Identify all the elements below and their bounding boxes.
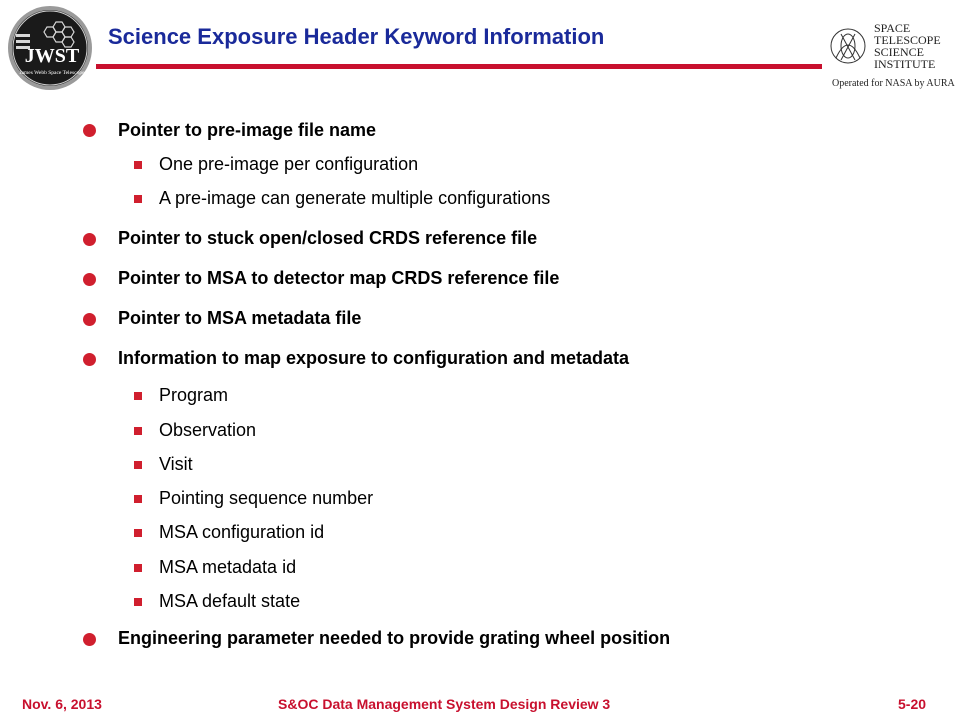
bullet-4: Pointer to MSA metadata file bbox=[118, 308, 362, 328]
sub-bullet-5-2: Observation bbox=[159, 420, 257, 440]
bullet-2: Pointer to stuck open/closed CRDS reference file bbox=[118, 228, 538, 248]
sub-bullet-1-2: A pre-image can generate multiple configurations bbox=[159, 188, 551, 208]
stsci-logo-line-2: TELESCOPE bbox=[874, 33, 941, 47]
bullet-dot-3 bbox=[83, 273, 96, 286]
sub-bullet-5-4: Pointing sequence number bbox=[159, 488, 374, 508]
sub-bullet-1-1-marker bbox=[134, 161, 142, 169]
sub-bullet-5-7: MSA default state bbox=[159, 591, 301, 611]
stsci-logo-line-3: SCIENCE bbox=[874, 45, 925, 59]
bullet-dot-5 bbox=[83, 353, 96, 366]
sub-bullet-5-3: Visit bbox=[159, 454, 193, 474]
sub-bullet-5-5: MSA configuration id bbox=[159, 522, 325, 542]
footer-page-number: 5-20 bbox=[898, 696, 927, 712]
bullet-dot-4 bbox=[83, 313, 96, 326]
jwst-logo-text: JWST bbox=[24, 45, 80, 67]
sub-bullet-5-7-marker bbox=[134, 598, 142, 606]
sub-bullet-5-3-marker bbox=[134, 461, 142, 469]
stsci-logo-tagline: Operated for NASA by AURA bbox=[832, 78, 955, 89]
stsci-logo-line-4: INSTITUTE bbox=[874, 57, 936, 71]
sub-bullet-5-1: Program bbox=[159, 385, 229, 405]
bullet-3: Pointer to MSA to detector map CRDS reference file bbox=[118, 268, 560, 288]
stsci-logo-line-1: SPACE bbox=[874, 21, 911, 35]
sub-bullet-5-6-marker bbox=[134, 564, 142, 572]
bullet-1: Pointer to pre-image file name bbox=[118, 120, 377, 140]
footer-event: S&OC Data Management System Design Review 3 bbox=[278, 696, 611, 712]
bullet-dot-6 bbox=[83, 633, 96, 646]
sub-bullet-5-2-marker bbox=[134, 427, 142, 435]
sub-bullet-5-5-marker bbox=[134, 529, 142, 537]
bullet-dot-1 bbox=[83, 124, 96, 137]
footer-date: Nov. 6, 2013 bbox=[22, 696, 102, 712]
bullet-6: Engineering parameter needed to provide grating wheel position bbox=[118, 628, 671, 648]
sub-bullet-5-1-marker bbox=[134, 392, 142, 400]
slide-title: Science Exposure Header Keyword Information bbox=[108, 24, 605, 49]
jwst-logo-subtext: James Webb Space Telescope bbox=[19, 70, 85, 76]
sub-bullet-5-6: MSA metadata id bbox=[159, 557, 297, 577]
bullet-5: Information to map exposure to configuration and metadata bbox=[118, 348, 630, 368]
sub-bullet-1-1: One pre-image per configuration bbox=[159, 154, 419, 174]
sub-bullet-1-2-marker bbox=[134, 195, 142, 203]
bullet-dot-2 bbox=[83, 233, 96, 246]
sub-bullet-5-4-marker bbox=[134, 495, 142, 503]
